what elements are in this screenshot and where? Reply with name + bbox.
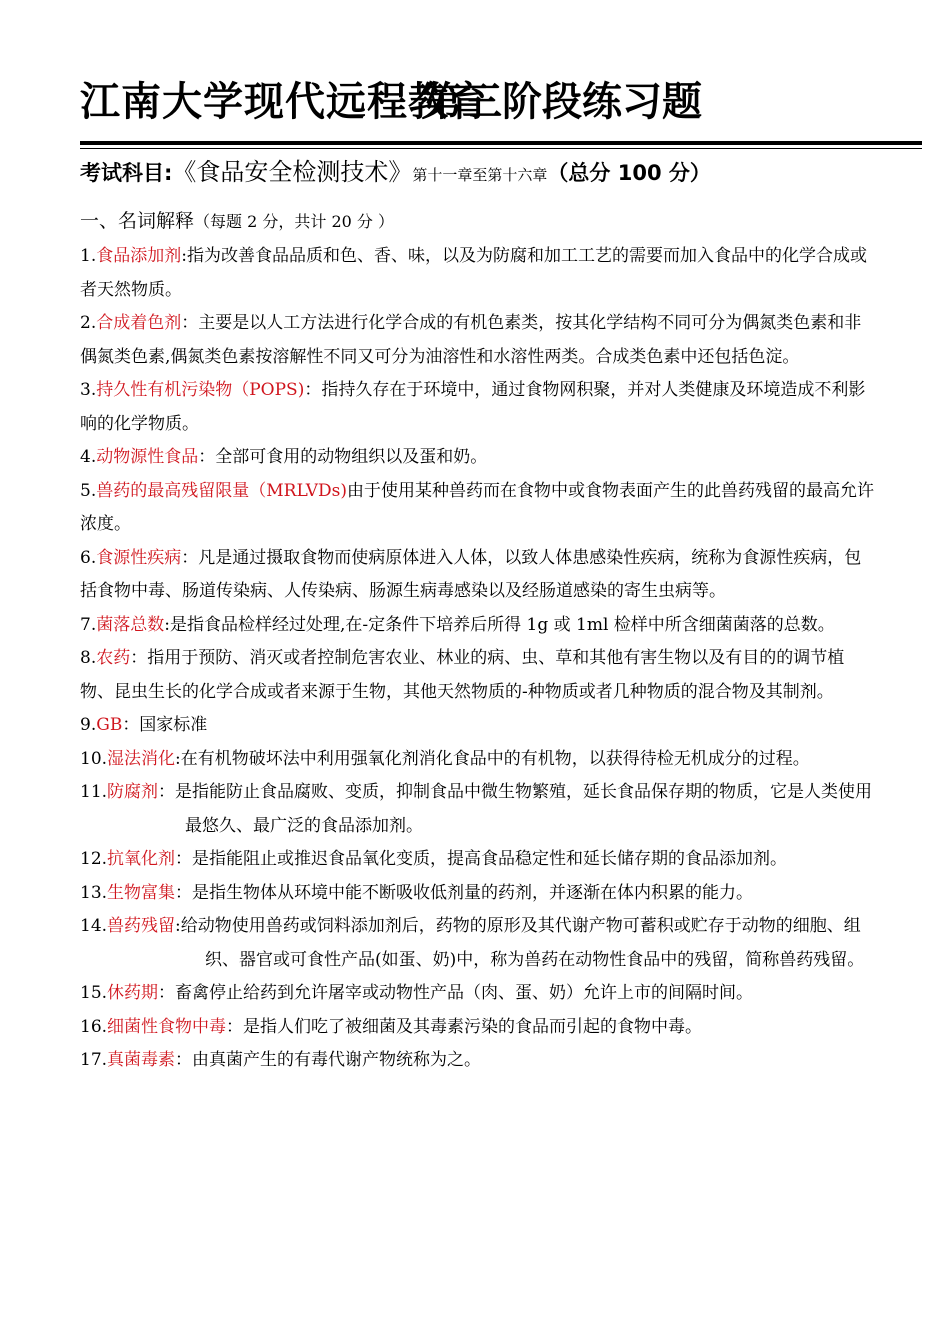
- item-definition: :在有机物破坏法中利用强氧化剂消化食品中的有机物，以获得待检无机成分的过程。: [175, 748, 810, 769]
- title-base-text: 江南大学现代远程教育: [80, 79, 490, 125]
- exam-info-line: [80, 152, 920, 192]
- item-term: 持久性有机污染物（POPS): [96, 380, 305, 400]
- item-number: 17.: [80, 1050, 108, 1070]
- item-definition: 由于使用某种兽药而在食物中或食物表面产生的此兽药残留的最高允许浓度。: [80, 480, 874, 534]
- item-definition: :是指食品检样经过处理,在-定条件下培养后所得 1g 或 1ml 检样中所含细菌菌落的总数。: [164, 614, 835, 635]
- list-item: [80, 1044, 874, 1078]
- item-number: 3.: [80, 380, 97, 400]
- item-term: 湿法消化: [107, 748, 176, 769]
- item-term: 食源性疾病: [96, 547, 182, 568]
- item-definition: ：主要是以人工方法进行化学合成的有机色素类，按其化学结构不同可分为偶氮类色素和非偶氮类色素,偶氮类色素按溶解性不同又可分为油溶性和水溶性两类。合成类色素中还包括色淀。: [80, 313, 862, 367]
- item-number: 4.: [80, 447, 97, 467]
- item-number: 1.: [80, 246, 97, 266]
- course-name: 《食品安全检测技术》: [172, 158, 413, 186]
- header-rule-thick: [80, 141, 922, 145]
- list-item: [80, 910, 874, 977]
- item-number: 9.: [80, 715, 97, 735]
- item-term: 兽药的最高残留限量（MRLVDs): [96, 480, 347, 501]
- item-number: 13.: [80, 882, 108, 903]
- item-definition: ：指持久存在于环境中，通过食物网积聚，并对人类健康及环境造成不利影响的化学物质。: [80, 380, 866, 434]
- definitions-list: [80, 240, 874, 1078]
- item-term: 生物富集: [107, 882, 176, 903]
- item-term: 食品添加剂: [96, 246, 182, 266]
- item-number: 8.: [80, 648, 97, 668]
- item-term: 真菌毒素: [107, 1050, 176, 1070]
- item-definition: :指为改善食品品质和色、香、味，以及为防腐和加工工艺的需要而加入食品中的化学合成或者天然物质。: [80, 246, 867, 300]
- item-definition: ：凡是通过摄取食物而使病原体进入人体，以致人体患感染性疾病，统称为食源性疾病，包括食物中毒、肠道传染病、人传染病、肠源生病毒感染以及经肠道感染的寄生虫病等。: [80, 547, 862, 601]
- header-rule-thin: [80, 148, 922, 149]
- item-number: 15.: [80, 983, 108, 1003]
- subject-label: 考试科目:: [80, 161, 173, 185]
- item-definition: ：是指能阻止或推迟食品氧化变质，提高食品稳定性和延长储存期的食品添加剂。: [175, 849, 788, 869]
- title-overlay-text: 第三阶段练习题: [422, 79, 702, 125]
- item-term: 抗氧化剂: [107, 849, 176, 869]
- list-item: [80, 743, 874, 777]
- item-definition: ：由真菌产生的有毒代谢产物统称为之。: [175, 1050, 482, 1070]
- item-term: 休药期: [107, 983, 159, 1003]
- list-item: [80, 240, 874, 307]
- item-term: 防腐剂: [107, 782, 159, 802]
- total-score: （总分 100 分）: [547, 161, 711, 185]
- item-definition: ：指用于预防、消灭或者控制危害农业、林业的病、虫、草和其他有害生物以及有目的的调节植物、昆虫生长的化学合成或者来源于生物，其他天然物质的-种物质或者几种物质的混合物及其制剂。: [80, 648, 845, 702]
- chapter-range: 第十一章至第十六章: [412, 166, 548, 184]
- item-term: 细菌性食物中毒: [107, 1016, 227, 1037]
- list-item: [80, 441, 874, 475]
- item-number: 12.: [80, 849, 108, 869]
- section-title: 一、名词解释: [80, 210, 195, 232]
- item-term: 菌落总数: [96, 614, 165, 635]
- list-item: [80, 642, 874, 709]
- item-definition: ：是指能防止食品腐败、变质，抑制食品中微生物繁殖，延长食品保存期的物质，它是人类使用最悠久、最广泛的食品添加剂。: [158, 782, 873, 836]
- item-definition: ：畜禽停止给药到允许屠宰或动物性产品（肉、蛋、奶）允许上市的间隔时间。: [158, 983, 754, 1003]
- item-definition: ：全部可食用的动物组织以及蛋和奶。: [198, 447, 488, 467]
- document-title: [80, 70, 920, 130]
- item-number: 7.: [80, 614, 97, 635]
- list-item: [80, 475, 874, 542]
- list-item: [80, 977, 874, 1011]
- item-term: 动物源性食品: [96, 447, 199, 467]
- item-number: 11.: [80, 782, 108, 802]
- item-definition: :给动物使用兽药或饲料添加剂后，药物的原形及其代谢产物可蓄积或贮存于动物的细胞、组织、器官或可食性产品(如蛋、奶)中，称为兽药在动物性食品中的残留，简称兽药残留。: [175, 916, 865, 970]
- item-definition: ：国家标准: [122, 715, 208, 735]
- item-term: 兽药残留: [107, 916, 176, 936]
- item-term: GB: [96, 715, 123, 735]
- list-item: [80, 776, 874, 843]
- section-score-note: （每题 2 分，共计 20 分 ）: [194, 212, 394, 231]
- list-item: [80, 609, 874, 643]
- item-term: 农药: [96, 648, 131, 668]
- list-item: [80, 374, 874, 441]
- item-term: 合成着色剂: [96, 313, 182, 333]
- item-number: 10.: [80, 748, 108, 769]
- list-item: [80, 843, 874, 877]
- item-definition: ：是指生物体从环境中能不断吸收低剂量的药剂，并逐渐在体内积累的能力。: [175, 882, 754, 903]
- section-heading: [80, 206, 394, 233]
- item-number: 6.: [80, 547, 97, 568]
- item-number: 16.: [80, 1016, 108, 1037]
- list-item: [80, 877, 874, 911]
- item-definition: ：是指人们吃了被细菌及其毒素污染的食品而引起的食物中毒。: [226, 1016, 703, 1037]
- item-number: 14.: [80, 916, 108, 936]
- list-item: [80, 709, 874, 743]
- item-number: 5.: [80, 480, 97, 501]
- item-number: 2.: [80, 313, 97, 333]
- list-item: [80, 1011, 874, 1045]
- list-item: [80, 542, 874, 609]
- list-item: [80, 307, 874, 374]
